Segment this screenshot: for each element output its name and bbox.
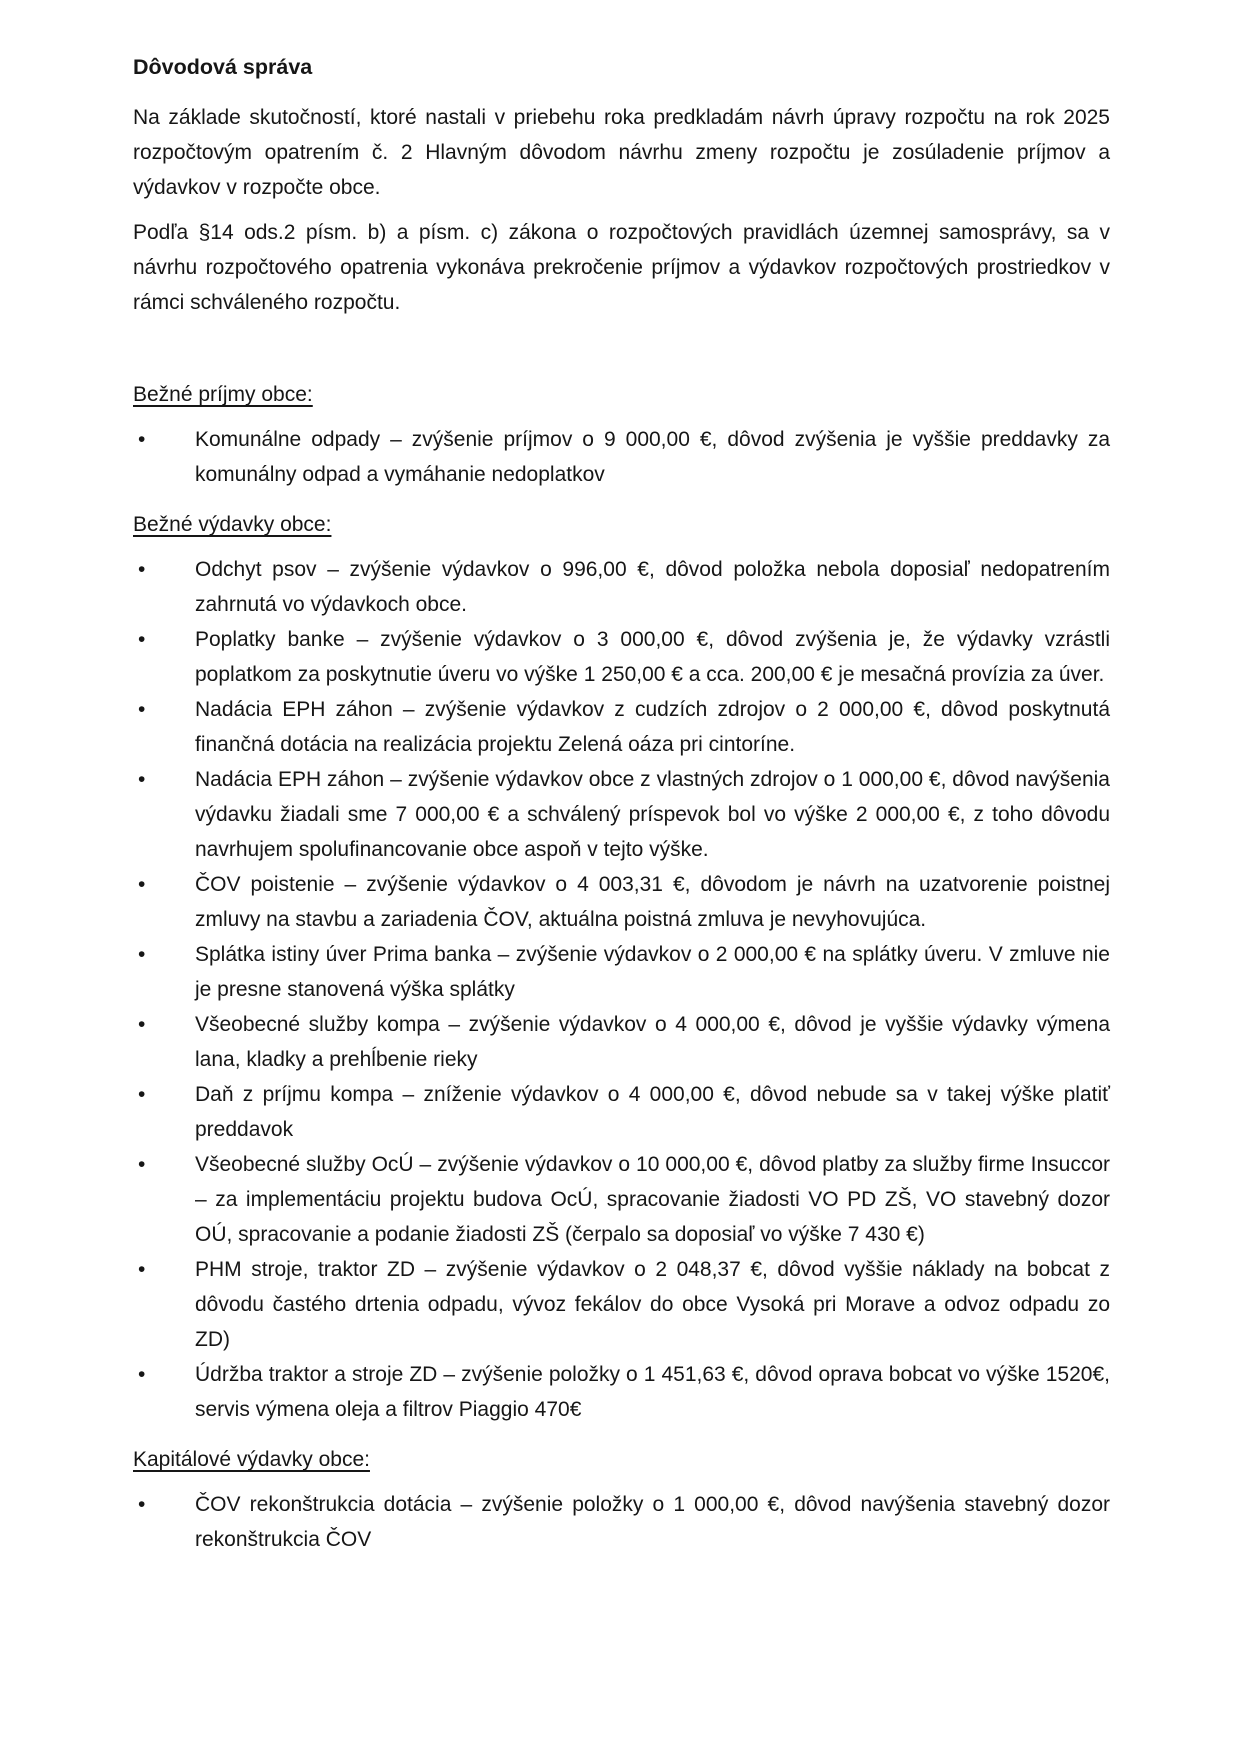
list-item-text: Nadácia EPH záhon – zvýšenie výdavkov obce z vlastných zdrojov o 1 000,00 €, dôvod navýšenia výdavku žiadali sme 7 000,00 € a schválený príspevok bol vo výške 2 000,00 €, z toho dôvodu navrhujem spolufinancovanie obce aspoň v tejto výške. — [195, 768, 1110, 861]
list-item — [133, 762, 1110, 867]
list-item — [133, 422, 1110, 492]
list-item-text: PHM stroje, traktor ZD – zvýšenie výdavkov o 2 048,37 €, dôvod vyššie náklady na bobcat z dôvodu častého drtenia odpadu, vývoz fekálov do obce Vysoká pri Morave a odvoz odpadu zo ZD) — [195, 1258, 1110, 1351]
list-item-text: ČOV poistenie – zvýšenie výdavkov o 4 003,31 €, dôvodom je návrh na uzatvorenie poistnej zmluvy na stavbu a zariadenia ČOV, aktuálna poistná zmluva je nevyhovujúca. — [195, 873, 1110, 931]
list-item-text: Poplatky banke – zvýšenie výdavkov o 3 000,00 €, dôvod zvýšenia je, že výdavky vzrástli poplatkom za poskytnutie úveru vo výške 1 250,00 € a cca. 200,00 € je mesačná provízia za úver. — [195, 628, 1110, 686]
bullet-icon: • — [138, 558, 146, 581]
bullet-icon: • — [138, 628, 146, 651]
list-item-text: Všeobecné služby kompa – zvýšenie výdavkov o 4 000,00 €, dôvod je vyššie výdavky výmena lana, kladky a prehĺbenie rieky — [195, 1013, 1110, 1071]
list-item — [133, 1357, 1110, 1427]
list-item — [133, 937, 1110, 1007]
bullet-icon: • — [138, 943, 146, 966]
bullet-icon: • — [138, 1083, 146, 1106]
bullet-icon: • — [138, 428, 146, 451]
list-item — [133, 552, 1110, 622]
list-item-text: Všeobecné služby OcÚ – zvýšenie výdavkov o 10 000,00 €, dôvod platby za služby firme Insuccor – za implementáciu projektu budova OcÚ, spracovanie žiadosti VO PD ZŠ, VO stavebný dozor OÚ, spracovanie a podanie žiadosti ZŠ (čerpalo sa doposiaľ vo výške 7 430 €) — [195, 1153, 1110, 1246]
list-item-text: ČOV rekonštrukcia dotácia – zvýšenie položky o 1 000,00 €, dôvod navýšenia stavebný dozor rekonštrukcia ČOV — [195, 1493, 1110, 1551]
bullet-list-bezne-vydavky — [133, 552, 1110, 1427]
bullet-icon: • — [138, 873, 146, 896]
list-item — [133, 1077, 1110, 1147]
list-item-text: Údržba traktor a stroje ZD – zvýšenie položky o 1 451,63 €, dôvod oprava bobcat vo výške 1520€, servis výmena oleja a filtrov Piaggio 470€ — [195, 1363, 1110, 1421]
list-item-text: Daň z príjmu kompa – zníženie výdavkov o 4 000,00 €, dôvod nebude sa v takej výške platiť preddavok — [195, 1083, 1110, 1141]
list-item — [133, 1007, 1110, 1077]
list-item — [133, 867, 1110, 937]
list-item — [133, 1252, 1110, 1357]
bullet-list-bezne-prijmy — [133, 422, 1110, 492]
bullet-list-kapitalove-vydavky — [133, 1487, 1110, 1557]
intro-paragraph: Na základe skutočností, ktoré nastali v priebehu roka predkladám návrh úpravy rozpočtu na rok 2025 rozpočtovým opatrením č. 2 Hlavným dôvodom návrhu zmeny rozpočtu je zosúladenie príjmov a výdavkov v rozpočte obce. — [133, 106, 1110, 199]
bullet-icon: • — [138, 698, 146, 721]
bullet-icon: • — [138, 1258, 146, 1281]
bullet-icon: • — [138, 768, 146, 791]
bullet-icon: • — [138, 1153, 146, 1176]
list-item — [133, 1147, 1110, 1252]
section-heading-kapitalove-vydavky: Kapitálové výdavky obce: — [133, 1448, 370, 1471]
list-item-text: Splátka istiny úver Prima banka – zvýšenie výdavkov o 2 000,00 € na splátky úveru. V zmluve nie je presne stanovená výška splátky — [195, 943, 1110, 1001]
bullet-icon: • — [138, 1493, 146, 1516]
list-item-text: Nadácia EPH záhon – zvýšenie výdavkov z cudzích zdrojov o 2 000,00 €, dôvod poskytnutá finančná dotácia na realizácia projektu Zelená oáza pri cintoríne. — [195, 698, 1110, 756]
section-heading-bezne-vydavky: Bežné výdavky obce: — [133, 513, 332, 536]
bullet-icon: • — [138, 1013, 146, 1036]
legal-basis-paragraph: Podľa §14 ods.2 písm. b) a písm. c) zákona o rozpočtových pravidlách územnej samosprávy, sa v návrhu rozpočtového opatrenia vykonáva prekročenie príjmov a výdavkov rozpočtových prostriedkov v rámci schváleného rozpočtu. — [133, 221, 1110, 314]
bullet-icon: • — [138, 1363, 146, 1386]
list-item — [133, 692, 1110, 762]
list-item-text: Komunálne odpady – zvýšenie príjmov o 9 000,00 €, dôvod zvýšenia je vyššie preddavky za komunálny odpad a vymáhanie nedoplatkov — [195, 428, 1110, 486]
section-heading-bezne-prijmy: Bežné príjmy obce: — [133, 383, 313, 406]
document-title: Dôvodová správa — [133, 55, 313, 79]
list-item — [133, 1487, 1110, 1557]
list-item-text: Odchyt psov – zvýšenie výdavkov o 996,00 €, dôvod položka nebola doposiaľ nedopatrením zahrnutá vo výdavkoch obce. — [195, 558, 1110, 616]
list-item — [133, 622, 1110, 692]
